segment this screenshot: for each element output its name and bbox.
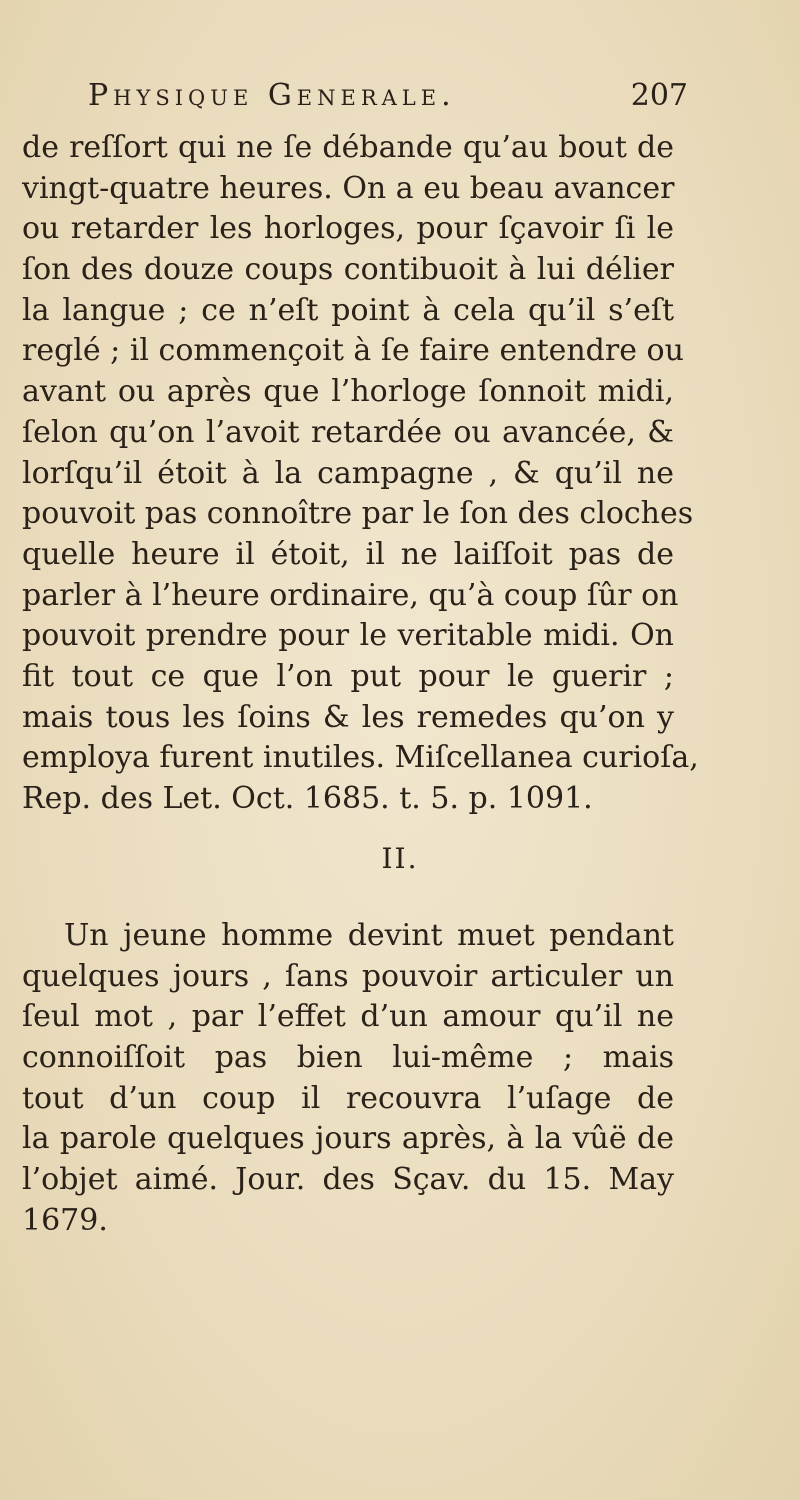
running-head: Physique Generale.	[88, 78, 456, 113]
text-line: ſon des douze coups contibuoit à lui délier	[22, 252, 674, 288]
text-line: quelle heure il étoit, il ne laiſſoit pas de	[22, 536, 674, 572]
citation-line: Rep. des Let. Oct. 1685. t. 5. p. 1091.	[22, 781, 593, 816]
text-line: fit tout ce que l’on put pour le guerir ;	[22, 658, 674, 694]
page-header	[88, 78, 688, 122]
page-number: 207	[630, 78, 688, 113]
text-line: pouvoit pas connoître par le ſon des cloches	[22, 496, 694, 532]
text-line: la langue ; ce n’eſt point à cela qu’il s’eſt	[22, 292, 674, 328]
paragraph-1	[22, 128, 699, 820]
text-line: quelques jours , ſans pouvoir articuler un	[22, 958, 674, 994]
text-line: lorſqu’il étoit à la campagne , & qu’il ne	[22, 455, 674, 491]
text-line: l’objet aimé. Jour. des Sçav. du 15. May	[22, 1162, 674, 1198]
text-line: employa furent inutiles. Miſcellanea curioſa,	[22, 740, 699, 776]
text-line: ſelon qu’on l’avoit retardée ou avancée, &	[22, 414, 674, 450]
text-line: la parole quelques jours après, à la vûë de	[22, 1121, 674, 1157]
text-line: reglé ; il commençoit à ſe faire entendre ou	[22, 333, 684, 369]
text-line: pouvoit prendre pour le veritable midi. On	[22, 618, 674, 654]
text-line: Un jeune homme devint muet pendant	[64, 918, 674, 953]
text-line: de reſſort qui ne ſe débande qu’au bout de	[22, 130, 674, 165]
section-heading: II.	[381, 842, 419, 875]
text-line: parler à l’heure ordinaire, qu’à coup ſûr on	[22, 577, 679, 613]
text-line: ſeul mot , par l’effet d’un amour qu’il ne	[22, 999, 674, 1035]
citation-line: 1679.	[22, 1202, 108, 1238]
text-line: mais tous les ſoins & les remedes qu’on y	[22, 699, 674, 735]
text-line: vingt-quatre heures. On a eu beau avancer	[22, 170, 675, 206]
text-line: ou retarder les horloges, pour ſçavoir ſi le	[22, 211, 674, 247]
text-line: tout d’un coup il recouvra l’uſage de	[22, 1080, 674, 1116]
paragraph-2	[22, 916, 674, 1242]
text-line: avant ou après que l’horloge ſonnoit midi,	[22, 374, 674, 410]
text-line: connoiſſoit pas bien lui-même ; mais	[22, 1040, 674, 1076]
